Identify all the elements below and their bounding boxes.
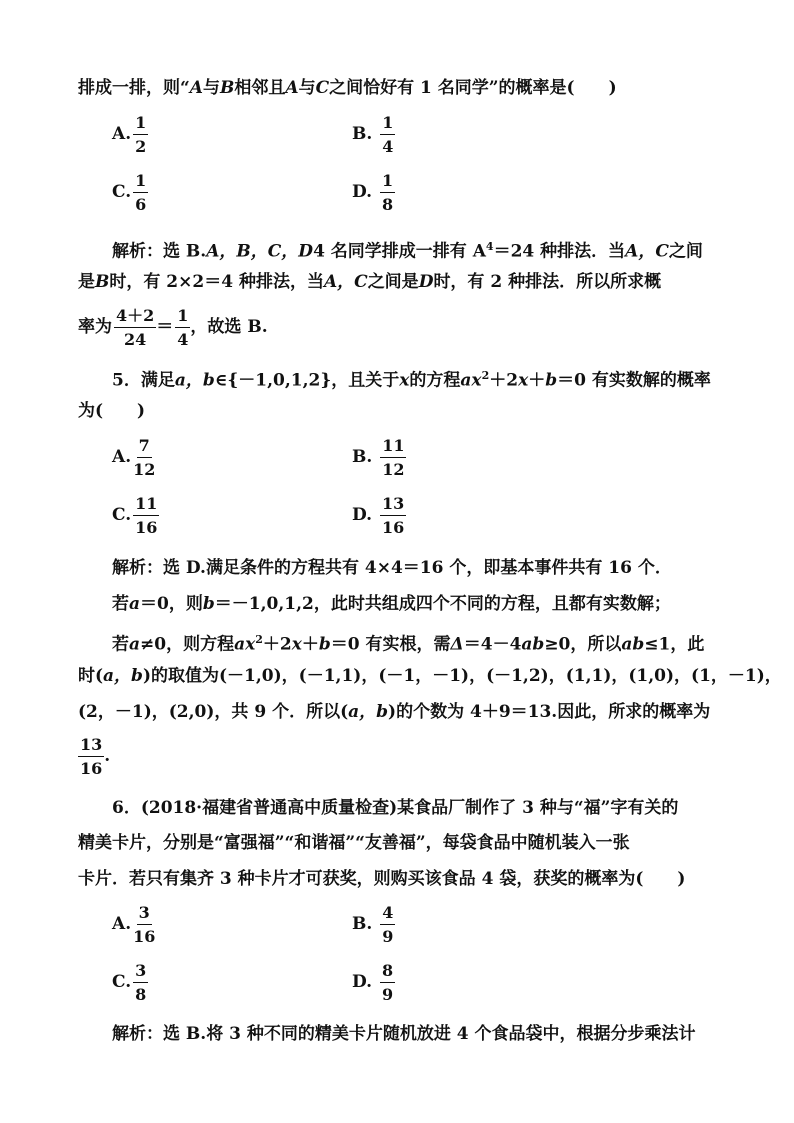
- q5-stem-text: ∈{－1,0,1,2}，且关于: [214, 370, 400, 391]
- option-label: C.: [112, 972, 132, 992]
- var-ab: a，b: [174, 370, 215, 391]
- numerator: 1: [133, 171, 148, 193]
- var-x: x: [518, 370, 529, 391]
- q4-stem-text: 相邻且: [234, 78, 286, 98]
- solution-var: b: [318, 634, 331, 655]
- solution-text: )的取值为(－1,0)，(－1,1)，(－1，－1)，(－1,2)，(1,1)，(1,0)，(1，－1)，: [142, 666, 782, 686]
- q4-solution-line-3: [78, 306, 268, 349]
- numerator: 13: [78, 735, 104, 757]
- fraction: [78, 735, 104, 778]
- q6-stem-line-2: [78, 829, 630, 857]
- numerator: 1: [133, 113, 148, 135]
- solution-text: ＝24 种排法．当: [493, 241, 626, 262]
- numerator: 3: [133, 961, 148, 983]
- option-label: B.: [352, 914, 373, 934]
- superscript: 4: [485, 240, 494, 253]
- q4-stem-text: 与: [202, 78, 220, 98]
- solution-text: 是: [78, 272, 95, 292]
- q5-stem-text: 5．满足: [112, 370, 175, 391]
- solution-var: a: [129, 634, 141, 655]
- fraction: [380, 113, 395, 156]
- solution-var: a: [129, 594, 141, 614]
- solution-var: x: [291, 634, 302, 655]
- solution-text: 若: [112, 634, 129, 655]
- solution-text: 解析：选 B.将 3 种不同的精美卡片随机放进 4 个食品袋中，根据分步乘法计: [112, 1024, 696, 1044]
- solution-text: ＋: [301, 634, 319, 655]
- denominator: 8: [135, 985, 147, 1004]
- fraction: [380, 494, 406, 537]
- solution-text: 时，有 2×2＝4 种排法，当: [109, 272, 324, 292]
- solution-text: )的个数为 4＋9＝13.因此，所求的概率为: [388, 702, 711, 722]
- numerator: 11: [133, 494, 159, 516]
- var-b: B: [219, 78, 235, 98]
- var-a: A: [189, 78, 203, 98]
- q5-stem-line-1: [112, 362, 711, 395]
- q5-solution-line-2: [112, 590, 671, 618]
- denominator: 16: [135, 518, 158, 537]
- numerator: 11: [380, 436, 406, 458]
- solution-text: ＋2: [262, 634, 292, 655]
- denominator: 12: [382, 460, 405, 479]
- denominator: 9: [381, 985, 394, 1004]
- superscript: 2: [255, 633, 263, 646]
- numerator: 4: [380, 903, 395, 925]
- solution-var: A，C: [323, 272, 368, 292]
- q6-solution-line-1: [112, 1020, 696, 1048]
- q6-option-c: [112, 961, 148, 1004]
- fraction: [133, 494, 159, 537]
- numerator: 1: [380, 171, 395, 193]
- q5-stem-text: 的方程: [409, 370, 461, 391]
- q4-option-d: [352, 171, 395, 214]
- q5-solution-line-5: [78, 698, 710, 726]
- numerator: 1: [380, 113, 395, 135]
- denominator: 4: [177, 330, 189, 349]
- solution-text: ≤1，此: [644, 634, 705, 655]
- fraction: [133, 961, 148, 1004]
- var-ax: ax: [460, 370, 482, 391]
- q4-option-b: [352, 113, 395, 156]
- solution-var: a，b: [348, 702, 389, 722]
- solution-text: 时(: [78, 666, 104, 686]
- option-label: A.: [112, 124, 132, 144]
- q5-solution-line-3: [112, 626, 704, 659]
- denominator: 8: [381, 195, 394, 214]
- denominator: 12: [133, 460, 156, 479]
- fraction: [380, 436, 406, 479]
- solution-text: ＝0，则: [140, 594, 203, 614]
- q4-stem-text: 之间恰好有 1 名同学”的概率是( ): [329, 78, 617, 98]
- solution-text: 若: [112, 594, 129, 614]
- solution-var: a，b: [103, 666, 143, 686]
- var-a: A: [285, 78, 299, 98]
- numerator: 13: [380, 494, 406, 516]
- denominator: 6: [135, 195, 147, 214]
- option-label: A.: [112, 914, 132, 934]
- numerator: 1: [175, 306, 190, 328]
- solution-var: A，C: [625, 241, 669, 262]
- option-label: C.: [112, 182, 132, 202]
- superscript: 2: [481, 369, 490, 382]
- denominator: 24: [124, 330, 147, 349]
- numerator: 8: [380, 961, 395, 983]
- fraction: [114, 306, 156, 349]
- fraction: [380, 171, 395, 214]
- q6-option-b: [352, 903, 395, 946]
- option-label: D.: [352, 182, 373, 202]
- denominator: 16: [133, 927, 156, 946]
- solution-text: ＝4－4: [463, 634, 522, 655]
- var-b: b: [545, 370, 558, 391]
- q5-stem-text: ＝0 有实数解的概率: [557, 370, 711, 391]
- solution-text: 4 名同学排成一排有 A: [313, 241, 486, 262]
- fraction: [380, 903, 395, 946]
- option-label: D.: [352, 505, 373, 525]
- solution-text: ＝: [156, 317, 174, 337]
- solution-text: 解析：选 D.满足条件的方程共有 4×4＝16 个，即基本事件共有 16 个．: [112, 558, 672, 578]
- solution-var: D: [418, 272, 434, 292]
- solution-text: 时，有 2 种排法．所以所求概: [433, 272, 662, 292]
- q6-stem-text: 精美卡片，分别是“富强福”“和谐福”“友善福”，每袋食品中随机装入一张: [78, 833, 630, 853]
- fraction: [175, 306, 190, 349]
- q5-option-d: [352, 494, 406, 537]
- q6-stem-text: 6．(2018·福建省普通高中质量检查)某食品厂制作了 3 种与“福”字有关的: [112, 798, 679, 818]
- q6-stem-line-3: [78, 865, 685, 893]
- solution-text: ≠0，则方程: [140, 634, 235, 655]
- q6-stem-text: 卡片．若只有集齐 3 种卡片才可获奖，则购买该食品 4 袋，获奖的概率为( ): [78, 869, 686, 889]
- solution-var: Δ: [450, 634, 464, 655]
- solution-var: ax: [234, 634, 256, 655]
- numerator: 4＋2: [114, 306, 156, 328]
- solution-var: b: [202, 594, 215, 614]
- denominator: 16: [80, 759, 103, 778]
- numerator: 7: [137, 436, 152, 458]
- q5-option-c: [112, 494, 159, 537]
- q5-option-b: [352, 436, 406, 479]
- solution-text: 解析：选 B.: [112, 241, 207, 262]
- var-x: x: [399, 370, 410, 391]
- q5-stem-text: 为( ): [78, 401, 146, 421]
- solution-text: ＝0 有实根，需: [330, 634, 451, 655]
- q5-stem-text: ＋: [528, 370, 546, 391]
- solution-text: .: [104, 746, 111, 766]
- solution-text: (2，－1)，(2,0)，共 9 个．所以(: [78, 702, 349, 722]
- q6-option-a: [112, 903, 155, 946]
- denominator: 16: [381, 518, 405, 537]
- q6-option-d: [352, 961, 395, 1004]
- q4-stem: [78, 74, 617, 102]
- q4-solution-line-2: [78, 268, 661, 296]
- q6-stem-line-1: [112, 794, 678, 822]
- solution-text: ＝－1,0,1,2，此时共组成四个不同的方程，且都有实数解；: [214, 594, 671, 614]
- fraction: [133, 903, 155, 946]
- q5-solution-line-4: [78, 662, 782, 690]
- option-label: A.: [112, 447, 132, 467]
- q4-option-a: [112, 113, 148, 156]
- denominator: 2: [135, 137, 147, 156]
- option-label: B.: [352, 124, 373, 144]
- solution-text: ，故选 B.: [190, 317, 268, 337]
- q5-stem-text: ＋2: [489, 370, 519, 391]
- solution-text: 之间是: [367, 272, 419, 292]
- option-label: C.: [112, 505, 132, 525]
- q5-solution-line-1: [112, 554, 672, 582]
- denominator: 9: [382, 927, 394, 946]
- q4-stem-text: 排成一排，则“: [78, 78, 190, 98]
- var-c: C: [315, 78, 330, 98]
- fraction: [133, 171, 148, 214]
- fraction: [380, 961, 395, 1004]
- fraction: [133, 113, 148, 156]
- solution-text: 之间: [668, 241, 703, 262]
- q4-solution-line-1: [112, 233, 703, 266]
- solution-var: ab: [521, 634, 545, 655]
- solution-text: ≥0，所以: [544, 634, 622, 655]
- solution-text: 率为: [78, 317, 112, 337]
- fraction: [133, 436, 155, 479]
- solution-var: ab: [621, 634, 645, 655]
- denominator: 4: [382, 137, 394, 156]
- numerator: 3: [137, 903, 152, 925]
- option-label: B.: [352, 447, 373, 467]
- q5-stem-line-2: [78, 397, 145, 425]
- solution-var: A，B，C，D: [206, 241, 314, 262]
- q4-stem-text: 与: [298, 78, 316, 98]
- solution-var: B: [95, 272, 110, 292]
- q5-solution-line-6: [78, 735, 110, 778]
- option-label: D.: [352, 972, 373, 992]
- q5-option-a: [112, 436, 155, 479]
- q4-option-c: [112, 171, 148, 214]
